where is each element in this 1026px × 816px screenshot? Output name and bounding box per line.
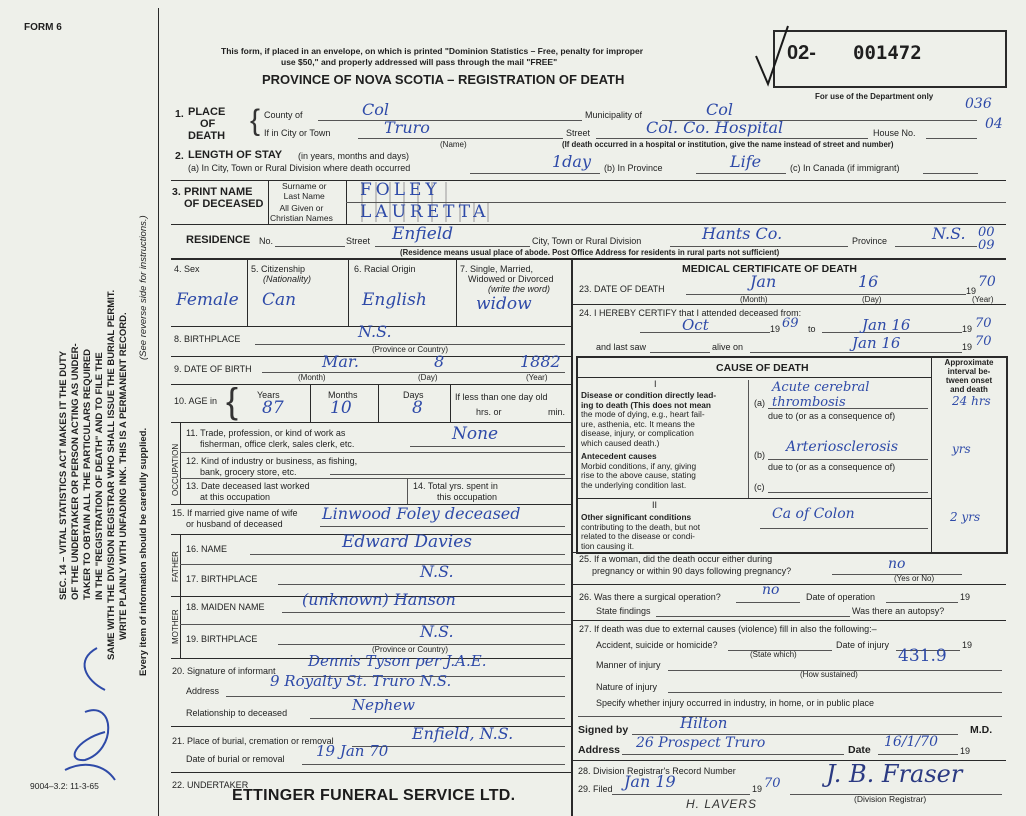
- rule-9: [171, 356, 571, 357]
- dod-month-caption: (Month): [740, 295, 768, 304]
- surname-value: FOLEY: [360, 180, 441, 200]
- stay-sub-label: (in years, months and days): [298, 151, 410, 161]
- father-birthplace-value: N.S.: [420, 562, 454, 581]
- rule-11: [171, 422, 571, 423]
- citizenship-sub: (Nationality): [263, 274, 312, 284]
- rule-13: [180, 478, 571, 479]
- city-label: If in City or Town: [264, 128, 331, 138]
- check-mark: [752, 22, 792, 92]
- part-two-rule: [576, 498, 931, 499]
- operation-date-line: [886, 602, 958, 603]
- filed-label: 29. Filed: [578, 784, 613, 794]
- other-value: Ca of Colon: [772, 506, 855, 522]
- total-years-label: 14. Total yrs. spent in this occupation: [413, 481, 498, 502]
- from-year: 69: [782, 316, 799, 331]
- residence-province-value: N.S.: [932, 224, 966, 243]
- side-notice-6: WRITE PLAINLY WITH UNFADING INK. THIS IS A PERMANENT RECORD.: [118, 312, 129, 640]
- trade-label: 11. Trade, profession, or kind of work as fisherman, office clerk, sales clerk, etc.: [186, 428, 355, 449]
- operation-date-label: Date of operation: [806, 592, 876, 602]
- interval-header: Approximate interval be- tween onset and death: [944, 358, 994, 394]
- sig-address-label: Address: [578, 744, 621, 756]
- citizenship-value: Can: [262, 290, 297, 310]
- col-4-5: [247, 258, 248, 326]
- mother-side-label: MOTHER: [171, 609, 180, 644]
- part-one: I: [654, 379, 657, 389]
- trade-value: None: [452, 424, 499, 444]
- dob-year: 1882: [520, 352, 561, 371]
- pregnancy-label-1: 25. If a woman, did the death occur either during: [579, 554, 773, 564]
- undertaker-label: 22. UNDERTAKER: [172, 780, 249, 790]
- alive-on-label: alive on: [712, 342, 744, 352]
- residence-street-label: Street: [346, 236, 371, 246]
- father-name-line: [250, 554, 565, 555]
- alive-year: 70: [975, 334, 992, 349]
- stay-label: LENGTH OF STAY: [188, 149, 283, 161]
- col-6-7: [456, 258, 457, 326]
- dod-month: Jan: [750, 272, 777, 291]
- pregnancy-value: no: [888, 556, 906, 572]
- min-label: min.: [548, 407, 566, 417]
- age-col-2: [378, 384, 379, 422]
- relationship-line: [310, 718, 565, 719]
- to-year: 70: [975, 316, 992, 331]
- undertaker-stamp: ETTINGER FUNERAL SERVICE LTD.: [232, 787, 516, 804]
- col-5-6: [348, 258, 349, 326]
- injury-date-label: Date of injury: [836, 640, 890, 650]
- from-year-prefix: 19: [770, 324, 781, 334]
- father-birthplace-label: 17. BIRTHPLACE: [186, 574, 258, 584]
- autopsy-label: Was there an autopsy?: [852, 606, 945, 616]
- residence-city-value: Hants Co.: [702, 224, 783, 243]
- name-label: PRINT NAME OF DECEASED: [184, 186, 264, 210]
- from-value: Oct: [682, 316, 709, 334]
- house-line: [926, 138, 977, 139]
- city-value: Truro: [384, 118, 430, 137]
- direct-cause-label: Disease or condition directly lead- ing to death (This does not mean the mode of dying, e.g., heart fail- ure, asthenia, etc. It means the disease, injury, or complication which caused death.): [581, 390, 717, 448]
- institution-caption: (If death occurred in a hospital or institution, give the name instead of street and number): [562, 140, 894, 149]
- record-number-label: 28. Division Registrar's Record Number: [578, 766, 736, 776]
- burial-date-value: 19 Jan 70: [316, 742, 389, 760]
- side-notice-4: IN THE "REGISTRATION OF DEATH" AND TO FILE THE: [94, 352, 105, 600]
- county-label: County of: [264, 110, 303, 120]
- stay-b-value: Life: [730, 152, 762, 171]
- dob-day: 8: [434, 352, 445, 371]
- mail-notice-2: use $50," and properly addressed will pass through the mail "FREE": [281, 57, 558, 67]
- cause-a-label: (a): [754, 398, 765, 408]
- sex-value: Female: [176, 290, 239, 310]
- last-saw-line: [650, 352, 710, 353]
- industry-injury-line: [578, 716, 1002, 717]
- cause-b-value: Arteriosclerosis: [786, 439, 899, 455]
- age-days-value: 8: [412, 398, 423, 418]
- dod-day-caption: (Day): [862, 295, 882, 304]
- burial-date-line: [302, 764, 565, 765]
- sig-date-value: 16/1/70: [884, 734, 938, 750]
- rule-24: [571, 304, 1006, 305]
- racial-value: English: [362, 290, 427, 310]
- sig-date-suffix: 19: [960, 746, 971, 756]
- stay-a-value: 1day: [552, 152, 591, 171]
- cause-b-line: [768, 459, 928, 460]
- dod-line: [686, 294, 966, 295]
- alive-year-prefix: 19: [962, 342, 973, 352]
- residence-street-value: Enfield: [392, 224, 454, 244]
- cause-b-label: (b): [754, 450, 765, 460]
- age-col-3: [450, 384, 451, 422]
- municipality-value: Col: [706, 100, 733, 119]
- rule-19: [180, 624, 571, 625]
- stay-c-line: [923, 173, 978, 174]
- center-divider: [571, 258, 573, 816]
- relationship-label: Relationship to deceased: [186, 708, 288, 718]
- clerk-name: H. LAVERS: [686, 797, 758, 811]
- county-value: Col: [362, 100, 389, 119]
- medical-title: MEDICAL CERTIFICATE OF DEATH: [682, 263, 857, 275]
- cause-c-label: (c): [754, 482, 765, 492]
- side-notice-5: SAME WITH THE DIVISION REGISTRAR WHO SHALL ISSUE THE BURIAL PERMIT.: [106, 289, 117, 660]
- industry-injury-label: Specify whether injury occurred in industry, in home, or in public place: [596, 698, 874, 708]
- spouse-line: [320, 526, 565, 527]
- state-caption: (State which): [750, 650, 797, 659]
- under-day-label: If less than one day old: [455, 392, 548, 402]
- municipality-label: Municipality of: [585, 110, 643, 120]
- stay-b-label: (b) In Province: [604, 163, 663, 173]
- father-name-label: 16. NAME: [186, 544, 228, 554]
- father-side-label: FATHER: [171, 551, 180, 582]
- registrar-caption: (Division Registrar): [854, 794, 927, 804]
- nature-label: Nature of injury: [596, 682, 658, 692]
- rule-27: [571, 620, 1006, 621]
- name-divider-1: [268, 180, 269, 224]
- residence-province-label: Province: [852, 236, 888, 246]
- due-to-b: due to (or as a consequence of): [768, 462, 896, 472]
- industry-label: 12. Kind of industry or business, as fishing, bank, grocery store, etc.: [186, 456, 358, 477]
- stay-num: 2.: [175, 150, 184, 162]
- informant-value: Dennis Tyson per J.A.E.: [308, 652, 487, 670]
- operation-date-prefix: 19: [960, 592, 971, 602]
- city-caption: (Name): [440, 140, 467, 149]
- filed-year-prefix: 19: [752, 784, 763, 794]
- place-brace: {: [250, 104, 261, 137]
- age-years-value: 87: [262, 398, 284, 418]
- informant-label: 20. Signature of informant: [172, 666, 276, 676]
- dob-month: Mar.: [322, 352, 359, 371]
- citizenship-label: 5. Citizenship: [251, 264, 306, 274]
- street-line: [596, 138, 868, 139]
- marital-label: 7. Single, Married, Widowed or Divorced (write the word): [460, 264, 554, 294]
- dod-year-prefix: 19: [966, 286, 977, 296]
- external-label: 27. If death was due to external causes (violence) fill in also the following:–: [579, 624, 877, 634]
- stay-a-label: (a) In City, Town or Rural Division where death occurred: [188, 163, 411, 173]
- city-line: [358, 138, 563, 139]
- nature-line: [668, 692, 1002, 693]
- place-num: 1.: [175, 108, 184, 120]
- cause-c-line: [768, 492, 928, 493]
- mother-maiden-label: 18. MAIDEN NAME: [186, 602, 265, 612]
- burial-date-label: Date of burial or removal: [186, 754, 285, 764]
- age-brace: {: [226, 380, 239, 421]
- handwritten-initials: [45, 640, 135, 790]
- form-number: FORM 6: [24, 22, 62, 33]
- birthplace-value: N.S.: [358, 322, 392, 341]
- signed-value: Hilton: [680, 714, 728, 732]
- rule-25: [571, 552, 1006, 553]
- alive-on-line: [750, 352, 962, 353]
- rule-26: [571, 584, 1006, 585]
- spouse-value: Linwood Foley deceased: [322, 504, 521, 523]
- residence-caption: (Residence means usual place of abode. Post Office Address for residents in rural parts not sufficient): [400, 248, 780, 257]
- mother-maiden-line: [282, 612, 565, 613]
- mail-notice-1: This form, if placed in an envelope, on which is printed "Dominion Statistics – Free, penalty for improper: [221, 46, 644, 56]
- place-label: PLACE OF DEATH: [188, 106, 226, 142]
- stay-b-line: [696, 173, 786, 174]
- mother-maiden-value: (unknown) Hanson: [302, 590, 456, 609]
- surgery-label: 26. Was there a surgical operation?: [579, 592, 721, 602]
- filed-line: [612, 794, 750, 795]
- filed-value: Jan 19: [624, 772, 676, 791]
- age-months-label: Months: [328, 390, 358, 400]
- injury-date-prefix: 19: [962, 640, 973, 650]
- cause-title: CAUSE OF DEATH: [716, 362, 809, 374]
- registrar-signature: J. B. Fraser: [826, 760, 963, 788]
- dod-year: 70: [978, 274, 996, 290]
- rule-name-bottom: [171, 224, 1006, 225]
- due-to-a: due to (or as a consequence of): [768, 411, 896, 421]
- county-line: [318, 120, 582, 121]
- dob-month-caption: (Month): [298, 373, 326, 382]
- sex-label: 4. Sex: [174, 264, 200, 274]
- sig-address-value: 26 Prospect Truro: [636, 735, 766, 751]
- pregnancy-label-2: pregnancy or within 90 days following pregnancy?: [592, 566, 792, 576]
- burial-place-value: Enfield, N.S.: [412, 724, 514, 743]
- findings-label: State findings: [596, 606, 651, 616]
- dod-label: 23. DATE OF DEATH: [579, 284, 665, 294]
- other-conditions-label: Other significant conditions contributing to the death, but not related to the disease or condi- tion causing it.: [581, 512, 701, 551]
- dob-year-caption: (Year): [526, 373, 548, 382]
- residence-city-label: City, Town or Rural Division: [532, 236, 642, 246]
- residence-no-line: [275, 246, 345, 247]
- side-notice-3: TAKER TO OBTAIN ALL THE PARTICULARS REQUIRED: [82, 348, 93, 600]
- cause-a-interval: 24 hrs: [952, 394, 991, 408]
- cause-title-rule: [576, 377, 931, 378]
- residence-label: RESIDENCE: [186, 234, 251, 246]
- house-label: House No.: [873, 128, 916, 138]
- mother-birthplace-label: 19. BIRTHPLACE: [186, 634, 258, 644]
- surgery-line: [736, 602, 800, 603]
- cause-label-divider: [748, 380, 749, 498]
- side-notice-2: OF THE UNDERTAKER OR PERSON ACTING AS UNDER-: [70, 343, 81, 600]
- manner-value: 431.9: [898, 646, 947, 666]
- age-label: 10. AGE in: [174, 396, 218, 406]
- industry-line: [330, 474, 565, 475]
- accident-label: Accident, suicide or homicide?: [596, 640, 718, 650]
- manner-label: Manner of injury: [596, 660, 661, 670]
- informant-address-value: 9 Royalty St. Truro N.S.: [270, 672, 452, 690]
- surname-label: Surname or Last Name: [282, 181, 327, 201]
- side-notice-1: SEC. 14 – VITAL STATISTICS ACT MAKES IT THE DUTY: [58, 350, 69, 600]
- certify-label: 24. I HEREBY CERTIFY that I attended deceased from:: [579, 308, 802, 318]
- surgery-value: no: [762, 582, 780, 598]
- given-label: All Given or Christian Names: [270, 203, 333, 223]
- side-notice-7: Every item of information should be carefully supplied.: [138, 427, 149, 676]
- to-value: Jan 16: [862, 316, 911, 334]
- age-col-1: [310, 384, 311, 422]
- dob-day-caption: (Day): [418, 373, 438, 382]
- last-saw-label: and last saw: [596, 342, 647, 352]
- to-label: to: [808, 324, 816, 334]
- racial-label: 6. Racial Origin: [354, 264, 416, 274]
- burial-place-label: 21. Place of burial, cremation or removal: [172, 736, 334, 746]
- registration-number: 001472: [853, 42, 922, 64]
- form-code: 9004–3.2: 11-3-65: [30, 781, 99, 791]
- stay-c-label: (c) In Canada (if immigrant): [790, 163, 900, 173]
- birthplace-caption: (Province or Country): [372, 345, 449, 354]
- cause-b-interval: yrs: [952, 442, 971, 456]
- left-margin-rule: [158, 8, 159, 816]
- informant-address-label: Address: [186, 686, 220, 696]
- trade-line: [410, 446, 565, 447]
- other-interval: 2 yrs: [950, 510, 981, 524]
- last-worked-label: 13. Date deceased last worked at this occupation: [186, 481, 310, 502]
- pregnancy-caption: (Yes or No): [894, 574, 935, 583]
- dod-year-caption: (Year): [972, 295, 994, 304]
- sig-date-line: [878, 754, 958, 755]
- sig-address-line: [622, 754, 844, 755]
- alive-on-value: Jan 16: [852, 334, 901, 352]
- spouse-label: 15. If married give name of wife or husband of deceased: [172, 508, 298, 529]
- dob-label: 9. DATE OF BIRTH: [174, 364, 252, 374]
- rule-17: [180, 564, 571, 565]
- signed-label: Signed by: [578, 724, 629, 736]
- antecedent-label: Antecedent causes Morbid conditions, if any, giving rise to the above cause, stating the underlying condition last.: [581, 451, 697, 490]
- mother-birthplace-value: N.S.: [420, 622, 454, 641]
- form-title: PROVINCE OF NOVA SCOTIA – REGISTRATION OF DEATH: [262, 72, 625, 87]
- father-name-value: Edward Davies: [342, 532, 472, 552]
- age-years-label: Years: [257, 390, 280, 400]
- rule-main-top: [171, 258, 1006, 260]
- residence-street-line: [375, 246, 530, 247]
- filed-year: 70: [764, 776, 781, 791]
- rule-12: [180, 452, 571, 453]
- street-label: Street: [566, 128, 591, 138]
- relationship-value: Nephew: [352, 696, 415, 714]
- cause-a-value: Acute cerebral thrombosis: [772, 380, 870, 410]
- sig-date-label: Date: [848, 744, 871, 756]
- residence-city-line: [670, 246, 848, 247]
- md-label: M.D.: [970, 724, 993, 736]
- part-two: II: [652, 500, 658, 510]
- age-days-label: Days: [403, 390, 424, 400]
- dept-code-1: 036: [965, 96, 992, 112]
- hrs-label: hrs. or: [476, 407, 502, 417]
- age-months-value: 10: [330, 398, 352, 418]
- residence-province-line: [895, 246, 977, 247]
- dod-day: 16: [858, 272, 879, 291]
- dept-use-label: For use of the Department only: [815, 92, 934, 101]
- rule-22: [171, 772, 571, 773]
- occ-col-13-14: [407, 478, 408, 504]
- dept-code-2: 04: [985, 116, 1003, 132]
- marital-value: widow: [476, 294, 532, 314]
- findings-line: [656, 616, 850, 617]
- side-notice-8: (See reverse side for instructions.): [138, 215, 149, 360]
- birthplace-label: 8. BIRTHPLACE: [174, 334, 241, 344]
- how-caption: (How sustained): [800, 670, 858, 679]
- mother-birthplace-caption: (Province or Country): [372, 645, 449, 654]
- registration-prefix: 02-: [787, 42, 816, 64]
- name-num: 3.: [172, 186, 181, 198]
- street-value: Col. Co. Hospital: [646, 118, 784, 137]
- other-line: [760, 528, 928, 529]
- stay-a-line: [470, 173, 600, 174]
- father-birthplace-line: [278, 584, 565, 585]
- residence-codes: 00 09: [978, 225, 995, 253]
- occupation-side-label: OCCUPATION: [171, 443, 180, 496]
- residence-no-label: No.: [259, 236, 274, 246]
- to-year-prefix: 19: [962, 324, 973, 334]
- given-value: LAURETTA: [360, 202, 490, 222]
